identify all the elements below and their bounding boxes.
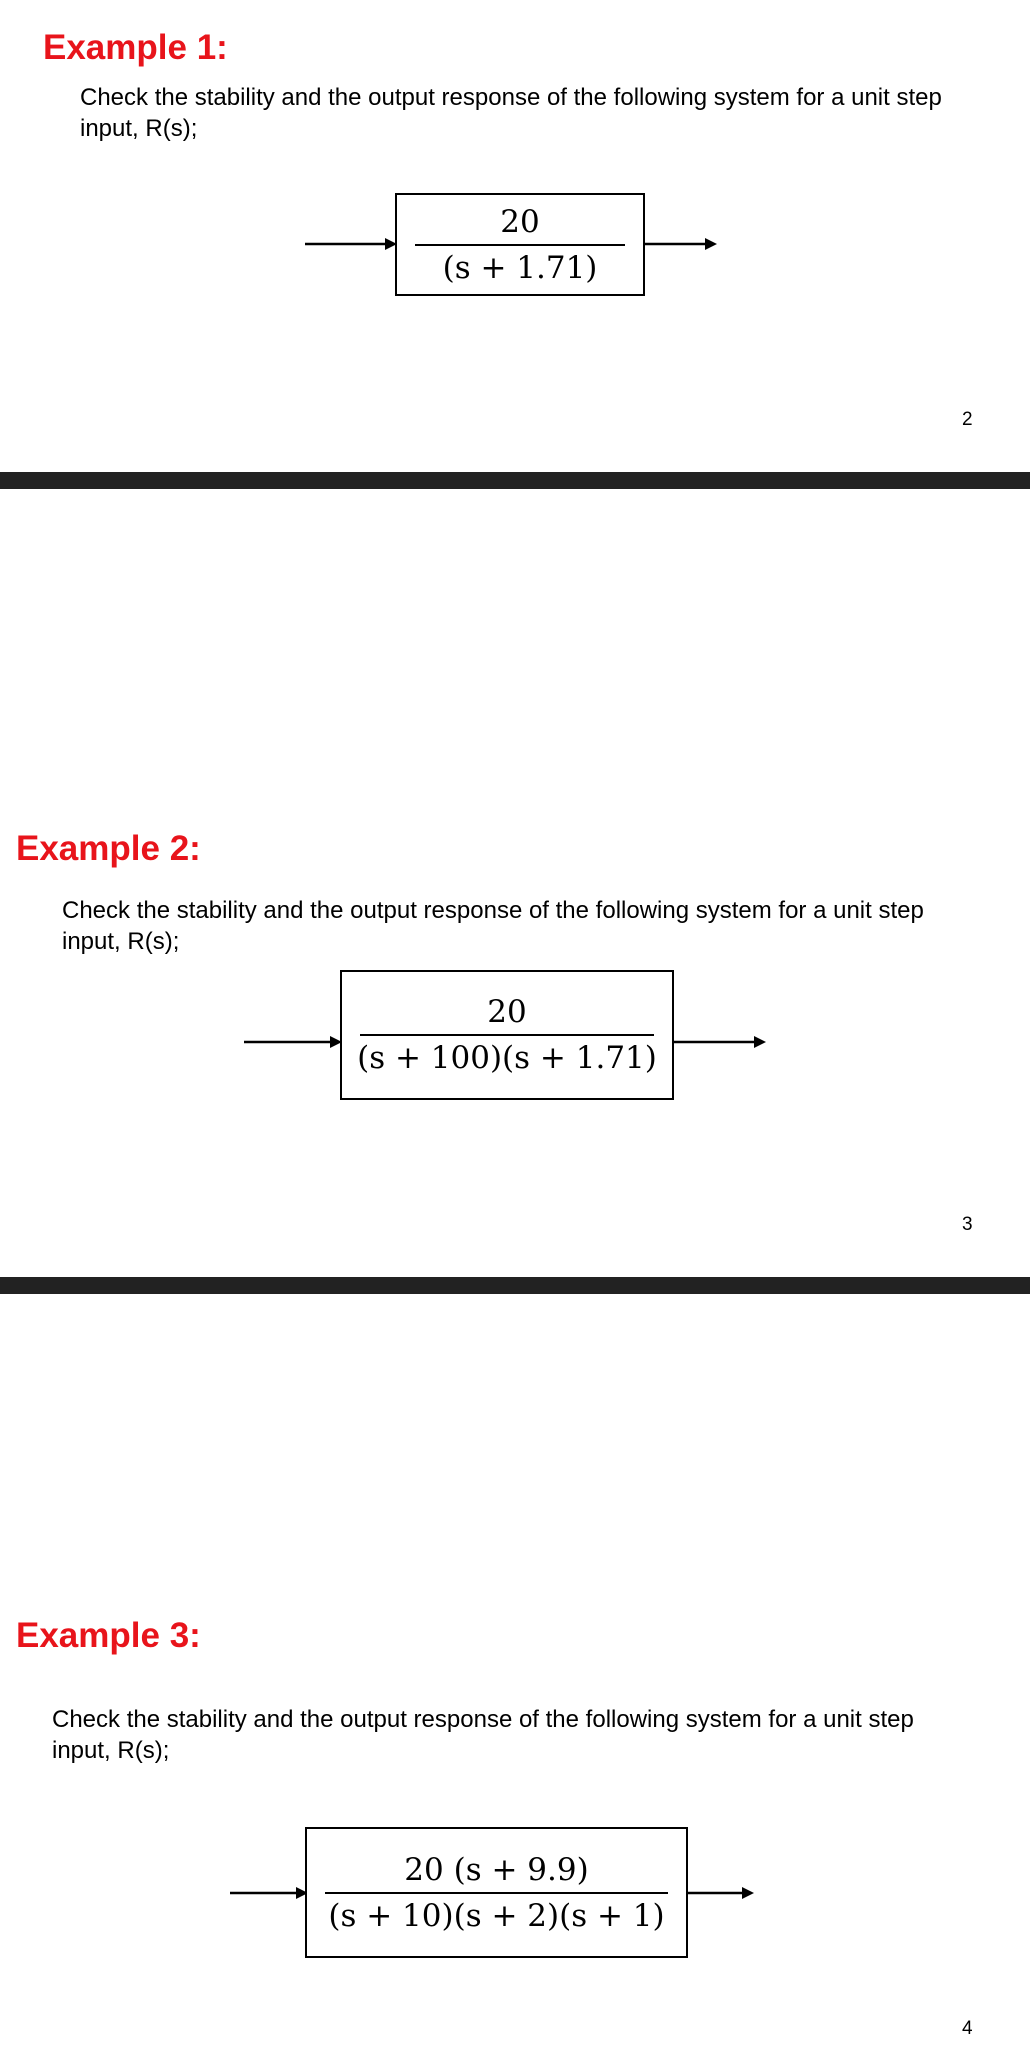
- example-2-title: Example 2:: [16, 829, 201, 868]
- input-arrow-icon: [230, 1885, 308, 1901]
- transfer-function-3: [307, 1829, 686, 1956]
- page-number: 4: [962, 2018, 973, 2039]
- numerator: 20: [500, 203, 540, 240]
- denominator: (s + 1.71): [442, 249, 598, 286]
- slide-1: [0, 0, 1030, 472]
- input-arrow-icon: [305, 236, 397, 252]
- transfer-function-block-1: [395, 193, 645, 296]
- slide-3: [0, 1294, 1030, 2048]
- denominator: (s + 10)(s + 2)(s + 1): [328, 1897, 665, 1934]
- transfer-function-block-3: [305, 1827, 688, 1958]
- output-arrow-icon: [645, 236, 717, 252]
- example-2-description: Check the stability and the output response of the following system for a unit step input, R(s);: [62, 897, 924, 955]
- numerator: 20 (s + 9.9): [404, 1851, 589, 1888]
- example-3-title: Example 3:: [16, 1616, 201, 1655]
- output-arrow-icon: [674, 1034, 766, 1050]
- slide-separator: [0, 1277, 1030, 1294]
- example-1-description: Check the stability and the output response of the following system for a unit step input, R(s);: [80, 84, 942, 142]
- page-number: 3: [962, 1214, 973, 1235]
- transfer-function-block-2: [340, 970, 674, 1100]
- input-arrow-icon: [244, 1034, 342, 1050]
- example-1-title: Example 1:: [43, 28, 228, 67]
- numerator: 20: [487, 994, 527, 1030]
- denominator: (s + 100)(s + 1.71): [357, 1040, 657, 1076]
- page-number: 2: [962, 409, 973, 430]
- output-arrow-icon: [688, 1885, 754, 1901]
- transfer-function-2: [342, 972, 672, 1098]
- transfer-function-1: [397, 195, 643, 294]
- slide-separator: [0, 472, 1030, 489]
- example-3-description: Check the stability and the output response of the following system for a unit step input, R(s);: [52, 1706, 914, 1764]
- slide-2: [0, 489, 1030, 1277]
